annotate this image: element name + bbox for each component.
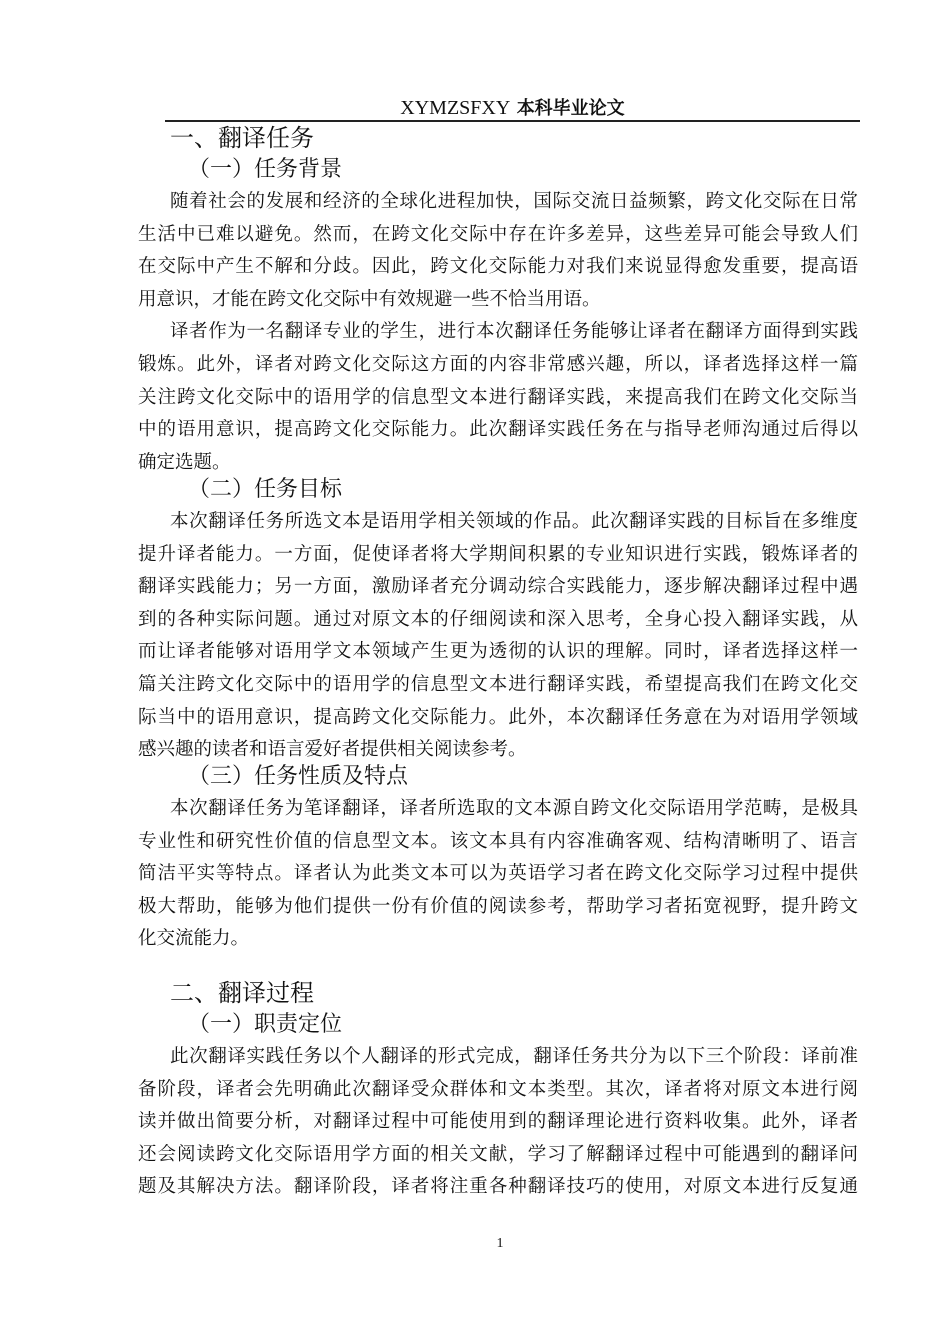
text-line: 确定选题。 (138, 451, 231, 473)
section-heading: 二、翻译过程 (170, 979, 314, 1007)
text-line: 本次翻译任务所选文本是语用学相关领域的作品。此次翻译实践的目标旨在多维度 (170, 511, 858, 532)
text-line: 专业性和研究性价值的信息型文本。该文本具有内容准确客观、结构清晰明了、语言 (138, 830, 858, 852)
heading-2 (138, 976, 858, 1010)
text-line: 用意识，才能在跨文化交际中有效规避一些不恰当用语。 (138, 288, 601, 310)
text-line: 读并做出简要分析，对翻译过程中可能使用到的翻译理论进行资料收集。此外，译者 (138, 1111, 858, 1133)
subsection-heading: （一）职责定位 (188, 1012, 343, 1037)
text-line: 感兴趣的读者和语言爱好者提供相关阅读参考。 (138, 739, 527, 761)
text-line: 篇关注跨文化交际中的语用学的信息型文本进行翻译实践，希望提高我们在跨文化交 (138, 673, 858, 695)
text-line: 到的各种实际问题。通过对原文本的仔细阅读和深入思考，全身心投入翻译实践，从 (138, 608, 858, 630)
text-line: 中的语用意识，提高跨文化交际能力。此次翻译实践任务在与指导老师沟通过后得以 (138, 419, 858, 441)
text-line: 题及其解决方法。翻译阶段，译者将注重各种翻译技巧的使用，对原文本进行反复通 (138, 1176, 858, 1198)
text-line: 而让译者能够对语用学文本领域产生更为透彻的认识的理解。同时，译者选择这样一 (138, 641, 858, 663)
paragraph (138, 793, 858, 956)
text-line: 在交际中产生不解和分歧。因此，跨文化交际能力对我们来说显得愈发重要，提高语 (138, 256, 858, 278)
subsection-heading: （三）任务性质及特点 (188, 764, 409, 789)
text-line: 化交流能力。 (138, 928, 250, 950)
text-line: 此次翻译实践任务以个人翻译的形式完成，翻译任务共分为以下三个阶段：译前准 (170, 1046, 858, 1067)
text-line: 极大帮助，能够为他们提供一份有价值的阅读参考，帮助学习者拓宽视野，提升跨文 (138, 895, 858, 917)
text-line: 翻译实践能力；另一方面，激励译者充分调动综合实践能力，逐步解决翻译过程中遇 (138, 576, 858, 598)
header-code: XYMZSFXY (400, 97, 511, 119)
text-line: 随着社会的发展和经济的全球化进程加快，国际交流日益频繁，跨文化交际在日常 (170, 191, 858, 212)
text-line: 际当中的语用意识，提高跨文化交际能力。此外，本次翻译任务意在为对语用学领域 (138, 706, 858, 728)
text-line: 关注跨文化交际中的语用学的信息型文本进行翻译实践，来提高我们在跨文化交际当 (138, 386, 858, 408)
heading-1 (138, 121, 858, 155)
text-line: 锻炼。此外，译者对跨文化交际这方面的内容非常感兴趣，所以，译者选择这样一篇 (138, 353, 858, 375)
header-title: 本科毕业论文 (516, 98, 625, 119)
paragraph (138, 186, 858, 316)
text-line: 提升译者能力。一方面，促使译者将大学期间积累的专业知识进行实践，锻炼译者的 (138, 543, 858, 565)
text-line: 备阶段，译者会先明确此次翻译受众群体和文本类型。其次，译者将对原文本进行阅 (138, 1078, 858, 1100)
paragraph (138, 1041, 858, 1204)
text-line: 还会阅读跨文化交际语用学方面的相关文献，学习了解翻译过程中可能遇到的翻译问 (138, 1143, 858, 1165)
page-header (165, 94, 860, 122)
subsection-roles (138, 1009, 858, 1204)
subsection-heading: （二）任务目标 (188, 477, 343, 502)
text-line: 本次翻译任务为笔译翻译，译者所选取的文本源自跨文化交际语用学范畴，是极具 (170, 798, 858, 819)
text-line: 简洁平实等特点。译者认为此类文本可以为英语学习者在跨文化交际学习过程中提供 (138, 863, 858, 885)
subsection-goals (138, 474, 858, 767)
section-heading: 一、翻译任务 (170, 124, 314, 152)
subsection-heading: （一）任务背景 (188, 157, 343, 182)
page-number: 1 (496, 1236, 504, 1251)
paragraph (138, 506, 858, 767)
text-line: 译者作为一名翻译专业的学生，进行本次翻译任务能够让译者在翻译方面得到实践 (170, 321, 858, 343)
paragraph (138, 316, 858, 479)
text-line: 生活中已难以避免。然而，在跨文化交际中存在许多差异，这些差异可能会导致人们 (138, 223, 858, 245)
subsection-background (138, 154, 858, 479)
subsection-nature (138, 761, 858, 956)
